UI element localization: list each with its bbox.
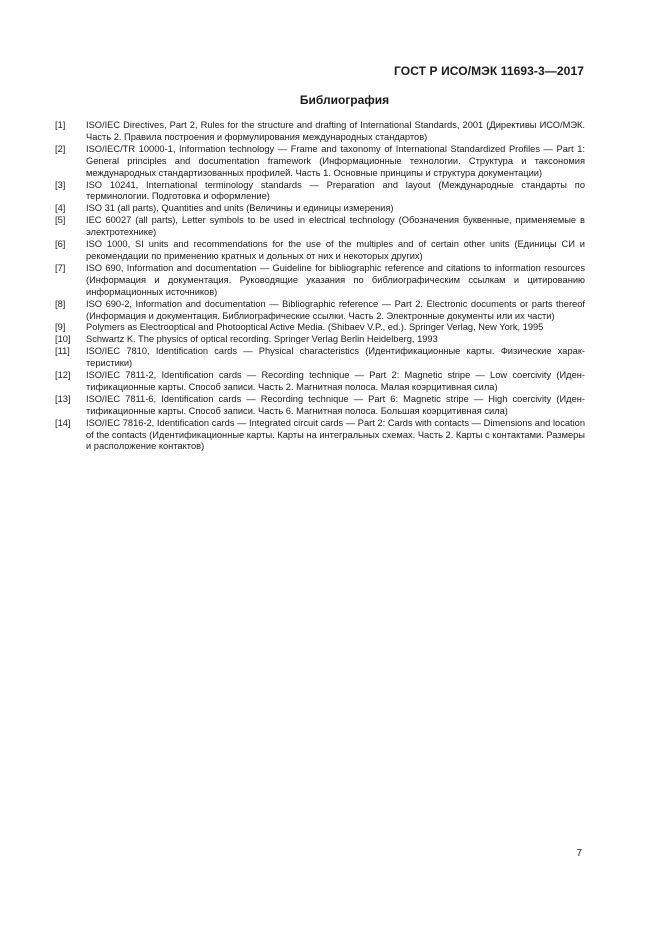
reference-number: [12] [55, 370, 71, 381]
reference-number: [11] [55, 346, 70, 357]
page-title: Библиография [299, 93, 390, 107]
bibliography-item [55, 203, 585, 215]
reference-number: [4] [55, 203, 66, 214]
reference-text: ISO/IEC 7810, Identification cards — Physical characteristics (Идентификационные карты. Физические характеристики) [86, 346, 585, 369]
bibliography-list [55, 120, 585, 453]
reference-text: ISO 690, Information and documentation — Guideline for bibliographic reference and citations to information resources (Информация и документация. Руководящие указания по библиографическим ссылкам и цитированию информационных источников) [86, 262, 585, 297]
reference-text: ISO/IEC 7816-2, Identification cards — Integrated circuit cards — Part 2: Cards with contacts — Dimensions and location of the contacts (Идентификационные карты. Карты на интегральных схемах. Часть 2. Карты с контактами. Размеры и расположение контактов) [86, 417, 585, 452]
bibliography-item [55, 394, 585, 418]
bibliography-item [55, 299, 585, 323]
bibliography-item [55, 120, 585, 144]
reference-number: [9] [55, 322, 66, 333]
page-number: 7 [576, 848, 582, 859]
reference-text: ISO/IEC Directives, Part 2, Rules for the structure and drafting of International Standards, 2001 (Директивы ИСО/МЭК. Часть 2. Правила построения и формулирования международных стандартов) [86, 120, 585, 142]
bibliography-item [55, 180, 585, 204]
bibliography-item [55, 322, 585, 334]
reference-text: Schwartz K. The physics of optical recording. Springer Verlag Berlin Heidelberg, 1993 [86, 334, 438, 345]
reference-text: ISO/IEC 7811-6, Identification cards — Recording technique — Part 6: Magnetic stripe — High coercivity (Идентификационные карты. Способ записи. Часть 6. Магнитная полоса. Большая коэрцитивная сила) [86, 393, 585, 416]
bibliography-item [55, 334, 585, 346]
reference-text: ISO 1000, SI units and recommendations for the use of the multiples and of certain other units (Единицы СИ и рекомендации по применению кратных и дольных от них и некоторых других) [86, 239, 585, 261]
reference-text: ISO/IEC/TR 10000-1, Information technology — Frame and taxonomy of International Standardized Profiles — Part 1: General principles and documentation framework (Информационные технологии. Структура и таксономия международных стандартизованных профилей. Часть 1. Основные принципы и структура документации) [86, 143, 585, 178]
reference-number: [14] [55, 417, 71, 428]
reference-number: [7] [55, 262, 66, 273]
reference-number: [1] [55, 120, 66, 130]
reference-number: [10] [55, 334, 71, 345]
reference-number: [6] [55, 239, 66, 250]
reference-number: [5] [55, 215, 66, 226]
bibliography-item [55, 346, 585, 370]
reference-text: ISO 10241, International terminology standards — Preparation and layout (Международные стандарты по терминологии. Подготовка и оформление) [86, 179, 585, 202]
standard-designation: ГОСТ Р ИСО/МЭК 11693-3—2017 [394, 64, 584, 78]
reference-number: [3] [55, 179, 66, 190]
bibliography-item [55, 144, 585, 180]
reference-text: ISO 690-2, Information and documentation — Bibliographic reference — Part 2. Electronic documents or parts thereof (Информация и документация. Библиографические ссылки. Часть 2. Электронные документы или их части) [86, 298, 585, 321]
reference-number: [13] [55, 393, 71, 404]
reference-number: [8] [55, 298, 66, 309]
reference-number: [2] [55, 143, 66, 154]
bibliography-item [55, 370, 585, 394]
bibliography-item [55, 263, 585, 299]
bibliography-item [55, 215, 585, 239]
reference-text: Polymers as Electrooptical and Photooptical Active Media. (Shibaev V.P., ed.). Springer Verlag, New York, 1995 [86, 322, 544, 333]
reference-text: ISO 31 (all parts), Quantities and units (Величины и единицы измерения) [86, 203, 394, 214]
reference-text: ISO/IEC 7811-2, Identification cards — Recording technique — Part 2: Magnetic stripe — Low coercivity (Идентификационные карты. Способ записи. Часть 2. Магнитная полоса. Малая коэрцитивная сила) [86, 370, 585, 392]
bibliography-item [55, 418, 585, 454]
bibliography-item [55, 239, 585, 263]
reference-text: IEC 60027 (all parts), Letter symbols to be used in electrical technology (Обозначения буквенные, применяемые в электротехнике) [86, 215, 585, 238]
